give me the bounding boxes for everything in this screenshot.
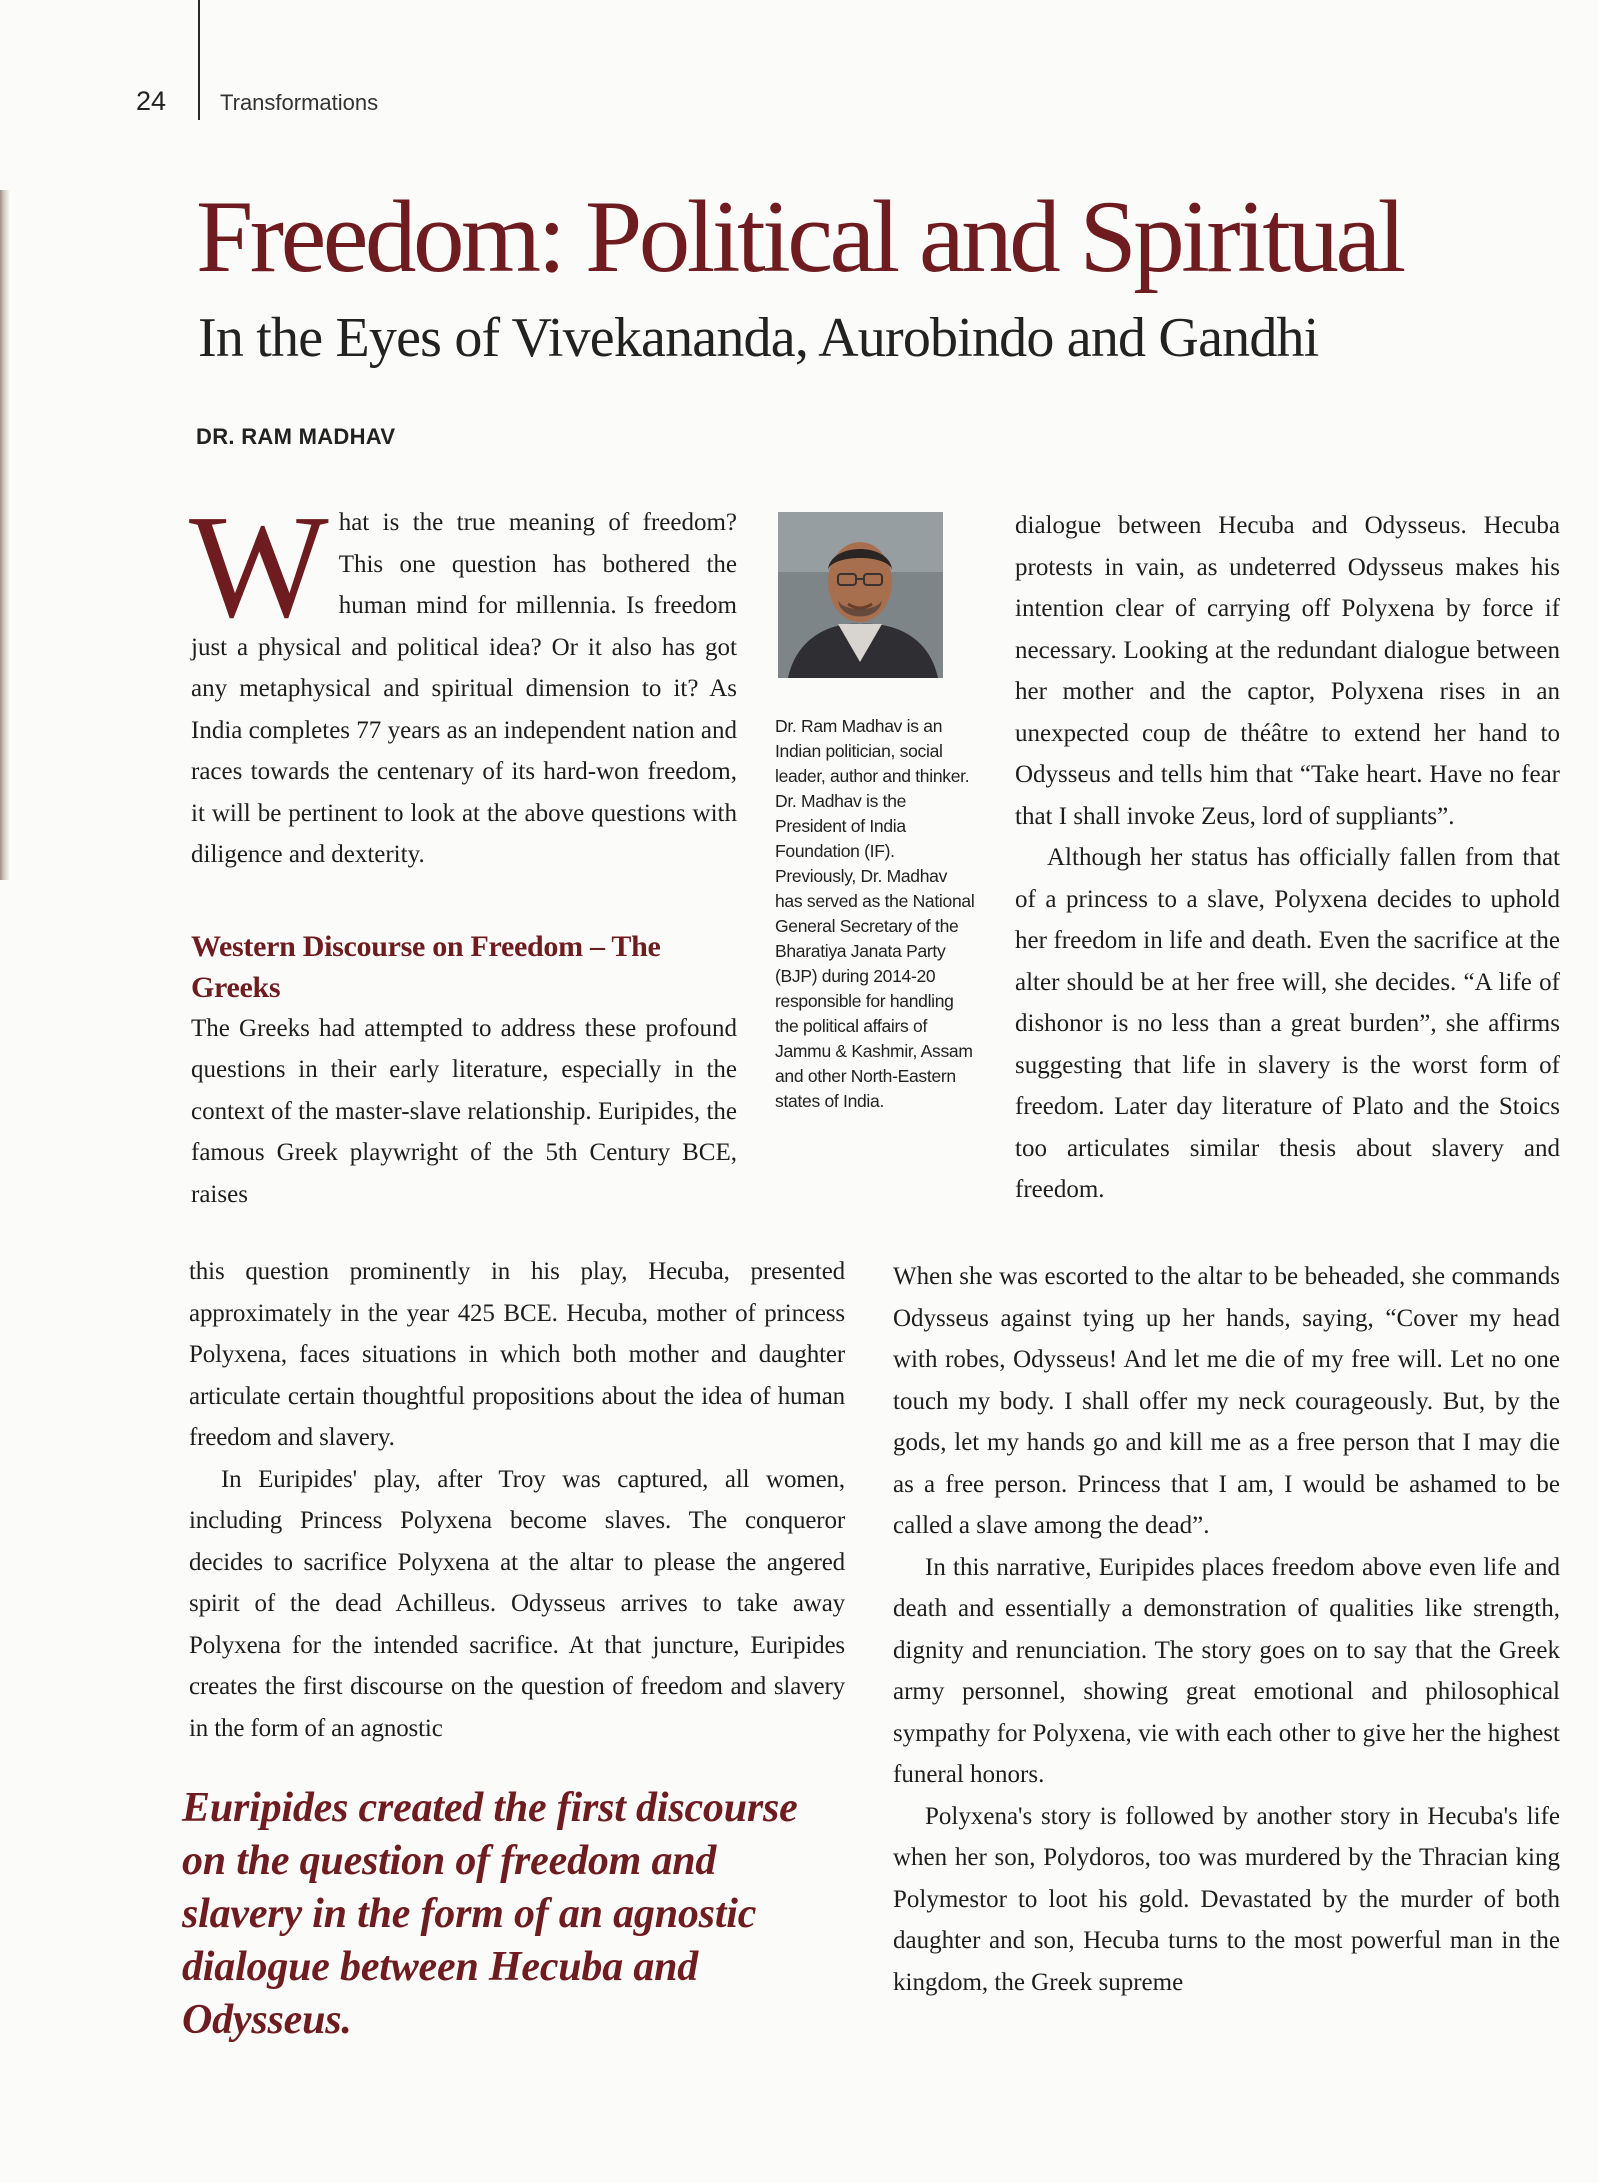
- intro-text: hat is the true meaning of freedom? This one question has bothered the human mind for millennia. Is freedom just a physical and political idea? Or it also has got any metaphysical and spiritual dimension to it? As India completes 77 years as an independent nation and races towards the centenary of its hard-won freedom, it will be pertinent to look at the above questions with diligence and dexterity.: [191, 509, 737, 868]
- intro-paragraph: [189, 485, 737, 876]
- column-right-bottom: [893, 1256, 1560, 2003]
- polydoros-paragraph: Polyxena's story is followed by another story in Hecuba's life when her son, Polydoros, too was murdered by the Thracian king Polymestor to loot his gold. Devastated by the murder of both daughter and son, Hecuba turns to the most powerful man in the kingdom, the Greek supreme: [893, 1802, 1560, 1996]
- author-portrait-icon: [778, 512, 943, 678]
- greeks-paragraph-bottom: this question prominently in his play, Hecuba, presented approximately in the year 425 BCE. Hecuba, mother of princess Polyxena, faces situations in which both mother and daughter articulate certain thoughtful propositions about the idea of human freedom and slavery.: [189, 1258, 845, 1451]
- altar-paragraph: When she was escorted to the altar to be beheaded, she commands Odysseus against tying up her hands, saying, “Cover my head with robes, Odysseus! And let me die of my free will. Let no one touch my body. I shall offer my neck courageously. But, by the gods, let my hands go and kill me as a free person that I may die as a free person. Princess that I am, I would be ashamed to be called a slave among the dead”.: [893, 1263, 1560, 1539]
- scan-edge-shadow: [0, 190, 10, 880]
- troy-paragraph: In Euripides' play, after Troy was captured, all women, including Princess Polyxena become slaves. The conqueror decides to sacrifice Polyxena at the altar to please the angered spirit of the dead Achilleus. Odysseus arrives to take away Polyxena for the intended sacrifice. At that juncture, Euripides creates the first discourse on the question of freedom and slavery in the form of an agnostic: [189, 1465, 845, 1742]
- section-subhead: Western Discourse on Freedom – The Greeks: [191, 929, 661, 1004]
- narrative-paragraph: In this narrative, Euripides places freedom above even life and death and essentially a demonstration of qualities like strength, dignity and renunciation. The story goes on to say that the Greek army personnel, showing great emotional and philosophical sympathy for Polyxena, vie with each other to give her the highest funeral honors.: [893, 1553, 1560, 1788]
- column-left-bottom: [189, 1251, 845, 1749]
- dialogue-paragraph: dialogue between Hecuba and Odysseus. Hecuba protests in vain, as undeterred Odysseus makes his intention clear of carrying off Polyxena by force if necessary. Looking at the redundant dialogue between her mother and the captor, Polyxena rises in an unexpected coup de théâtre to extend her hand to Odysseus and tells him that “Take heart. Have no fear that I shall invoke Zeus, lord of suppliants”.: [1015, 512, 1560, 830]
- author-caption: Dr. Ram Madhav is an Indian politician, social leader, author and thinker. Dr. Madhav is the President of India Foundation (IF). Previously, Dr. Madhav has served as the National General Secretary of the Bharatiya Janata Party (BJP) during 2014-20 responsible for handling the political affairs of Jammu & Kashmir, Assam and other North-Eastern states of India.: [775, 716, 975, 1111]
- section-name: Transformations: [220, 90, 379, 115]
- column-right-top: [1015, 505, 1560, 1211]
- author-photo: [778, 512, 943, 678]
- header-divider: [198, 0, 200, 120]
- article-subtitle: In the Eyes of Vivekananda, Aurobindo and Gandhi: [198, 307, 1319, 369]
- greeks-paragraph-top: The Greeks had attempted to address these profound questions in their early literature, especially in the context of the master-slave relationship. Euripides, the famous Greek playwright of the 5th Century BCE, raises: [191, 1014, 737, 1208]
- status-paragraph: Although her status has officially fallen from that of a princess to a slave, Polyxena decides to uphold her freedom in life and death. Even the sacrifice at the alter should be at her free will, she decides. “A life of dishonor is no less than a great burden”, she affirms suggesting that life in slavery is the worst form of freedom. Later day literature of Plato and the Stoics too articulates similar thesis about slavery and freedom.: [1015, 844, 1560, 1203]
- author-byline: DR. RAM MADHAV: [196, 424, 396, 449]
- column-left-top: [189, 485, 737, 1215]
- pull-quote: Euripides created the first discourse on the question of freedom and slavery in the form of an agnostic dialogue between Hecuba and Odysseus.: [182, 1785, 798, 2043]
- article-title: Freedom: Political and Spiritual: [196, 180, 1403, 294]
- drop-cap: W: [189, 485, 329, 649]
- page-number: 24: [136, 86, 167, 116]
